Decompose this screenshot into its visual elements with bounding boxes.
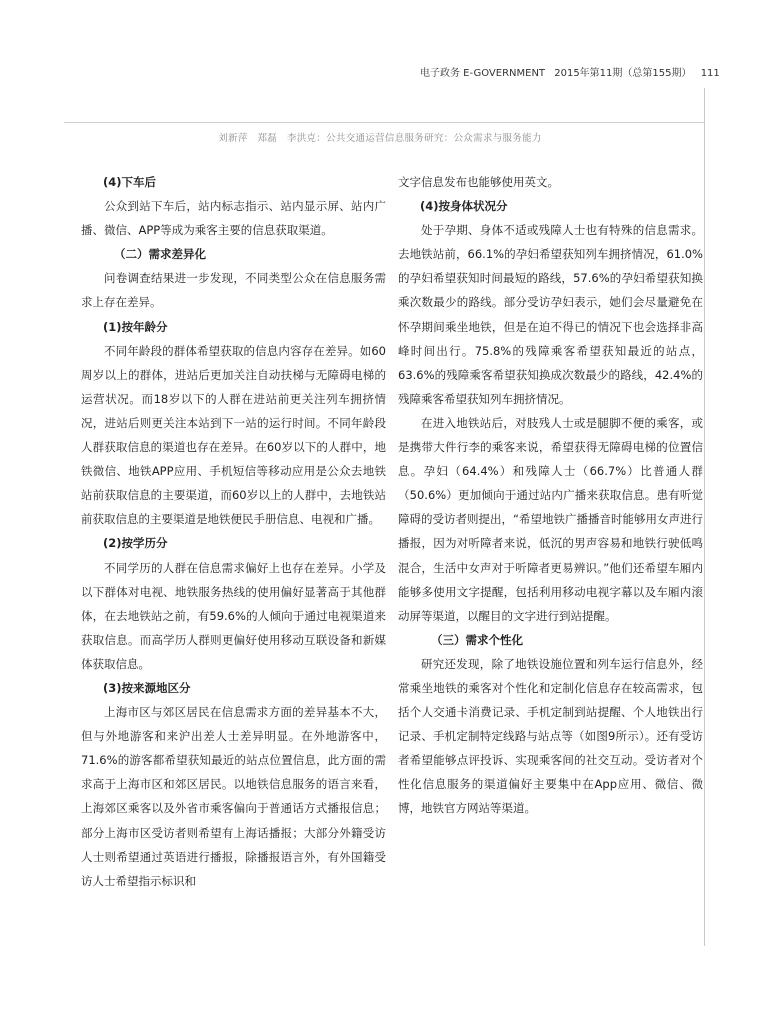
section-heading-personalization: （三）需求个性化 [431,632,523,647]
journal-name: 电子政务 E-GOVERNMENT [420,68,546,79]
right-column [398,170,703,821]
paragraph-continued: 文字信息发布也能够使用英文。 [398,175,559,189]
subheading-after-alighting: (4)下车后 [103,175,157,189]
paragraph: 不同年龄段的群体希望获取的信息内容存在差异。如60周岁以上的群体，进站后更加关注自动扶梯与无障碍电梯的运营状况。而18岁以下的人群在进站前更关注列车拥挤情况，进站后则更关注本站到下一站的运行时间。不同年龄段人群获取信息的渠道也存在差异。在60岁以下的人群中，地铁微信、地铁APP应用、手机短信等移动应用是公众去地铁站前获取信息的主要渠道，而60岁以上的人群中，去地铁站前获取信息的主要渠道是地铁便民手册信息、电视和广播。 [81,343,386,527]
header-rule [64,122,704,123]
running-head: 刘新萍 郑磊 李洪克：公共交通运营信息服务研究：公众需求与服务能力 [218,133,542,144]
paragraph: 研究还发现，除了地铁设施位置和列车运行信息外，经常乘坐地铁的乘客对个性化和定制化信息存在较高需求，包括个人交通卡消费记录、手机定制到站提醒、个人地铁出行记录、手机定制特定线路与站点等（如图9所示）。还有受访者希望能够点评投诉、实现乘客间的社交互动。受访者对个性化信息服务的渠道偏好主要集中在App应用、微信、微博，地铁官方网站等渠道。 [398,656,703,816]
issue-label: 2015年第11期（总第155期） [554,68,692,79]
paragraph: 不同学历的人群在信息需求偏好上也存在差异。小学及以下群体对电视、地铁服务热线的使用偏好显著高于其他群体，在去地铁站之前，有59.6%的人倾向于通过电视渠道来获取信息。而高学历人群则更偏好使用移动互联设备和新媒体获取信息。 [81,560,386,671]
paragraph: 处于孕期、身体不适或残障人士也有特殊的信息需求。去地铁站前，66.1%的孕妇希望获知列车拥挤情况，61.0%的孕妇希望获知时间最短的路线，57.6%的孕妇希望获知换乘次数最少的路线。部分受访孕妇表示，她们会尽量避免在怀孕期间乘坐地铁，但是在迫不得已的情况下也会选择非高峰时间出行。75.8%的残障乘客希望获知最近的站点，63.6%的残障乘客希望获知换成次数最少的路线，42.4%的残障乘客希望获知列车拥挤情况。 [398,223,703,406]
paragraph: 问卷调查结果进一步发现，不同类型公众在信息服务需求上存在差异。 [81,271,386,310]
vertical-rule [704,88,705,946]
left-column [81,170,386,893]
page-number: 111 [700,68,720,79]
subheading-by-education: (2)按学历分 [103,536,168,551]
paragraph: 公众到站下车后，站内标志指示、站内显示屏、站内广播、微信、APP等成为乘客主要的信息获取渠道。 [81,199,386,238]
subheading-by-physical-condition: (4)按身体状况分 [420,199,508,214]
paragraph: 在进入地铁站后，对肢残人士或是腿脚不便的乘客，或是携带大件行李的乘客来说，希望获得无障碍电梯的位置信息。孕妇（64.4%）和残障人士（66.7%）比普通人群（50.6%）更加倾向于通过站内广播来获取信息。患有听觉障碍的受访者则提出，“希望地铁广播播音时能够用女声进行播报，因为对听障者来说，低沉的男声容易和地铁行驶低鸣混合，生活中女声对于听障者更易辨识。”他们还希望车厢内能够多使用文字提醒，包括利用移动电视字幕以及车厢内滚动屏等渠道，以醒目的文字进行到站提醒。 [398,415,703,623]
paragraph: 上海市区与郊区居民在信息需求方面的差异基本不大，但与外地游客和来沪出差人士差异明显。在外地游客中，71.6%的游客都希望获知最近的站点位置信息，此方面的需求高于上海市区和郊区居民。以地铁信息服务的语言来看，上海郊区乘客以及外省市乘客偏向于普通话方式播报信息；部分上海市区受访者则希望有上海话播报；大部分外籍受访人士则希望通过英语进行播报，除播报语言外，有外国籍受访人士希望指示标识和 [81,705,386,888]
subheading-by-age: (1)按年龄分 [103,319,168,334]
page-header [420,64,720,79]
section-heading-differentiation: （二）需求差异化 [114,247,206,262]
subheading-by-region: (3)按来源地区分 [103,680,191,695]
